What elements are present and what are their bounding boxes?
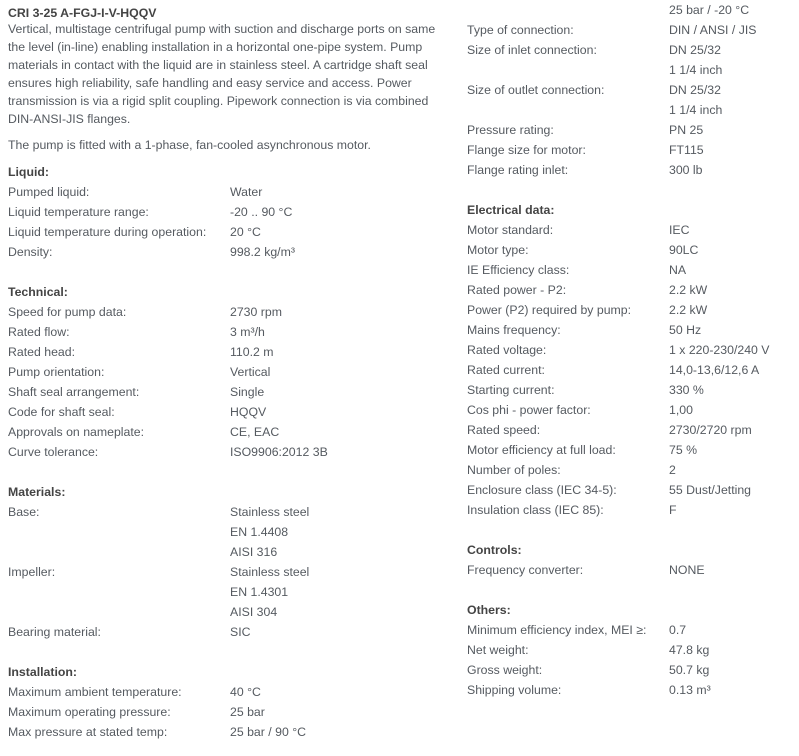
spec-value: PN 25 — [669, 123, 704, 137]
spec-label — [467, 100, 669, 120]
spec-row — [467, 300, 797, 320]
spec-value: FT115 — [669, 143, 704, 157]
spec-label: Flange size for motor: — [467, 143, 586, 157]
spacer — [467, 180, 797, 200]
spec-value: 1 x 220-230/240 V — [669, 343, 770, 357]
spec-label: IE Efficiency class: — [467, 263, 570, 277]
spec-row — [467, 140, 797, 160]
spacer — [8, 642, 453, 662]
spec-value: EN 1.4408 — [230, 525, 289, 539]
spec-value: 300 lb — [669, 163, 703, 177]
spec-value: 47.8 kg — [669, 643, 710, 657]
spec-value: F — [669, 503, 677, 517]
spec-label: Size of inlet connection: — [467, 43, 597, 57]
section-heading-electrical: Electrical data: — [467, 203, 555, 217]
spec-row — [467, 460, 797, 480]
spec-label: Curve tolerance: — [8, 445, 99, 459]
spec-value: DN 25/32 — [669, 83, 721, 97]
spec-label: Power (P2) required by pump: — [467, 303, 632, 317]
spec-row — [8, 422, 453, 442]
spec-row — [8, 522, 453, 542]
spec-row — [8, 442, 453, 462]
spec-row — [467, 420, 797, 440]
spec-row — [467, 660, 797, 680]
spacer — [467, 520, 797, 540]
spec-value: Stainless steel — [230, 505, 310, 519]
installation-table — [8, 682, 453, 742]
spec-value: 2.2 kW — [669, 303, 708, 317]
spec-value: 2.2 kW — [669, 283, 708, 297]
spec-row — [467, 640, 797, 660]
spec-label: Maximum ambient temperature: — [8, 685, 182, 699]
spec-row — [8, 682, 453, 702]
spec-label: Enclosure class (IEC 34-5): — [467, 483, 617, 497]
spec-label: Gross weight: — [467, 663, 543, 677]
spec-value: DIN / ANSI / JIS — [669, 23, 757, 37]
spec-row — [467, 360, 797, 380]
spec-label: Net weight: — [467, 643, 529, 657]
spec-value: -20 .. 90 °C — [230, 205, 293, 219]
spec-label: Motor type: — [467, 243, 529, 257]
spec-label — [8, 522, 230, 542]
spec-row — [8, 542, 453, 562]
spec-value: Vertical — [230, 365, 271, 379]
section-heading-technical: Technical: — [8, 285, 68, 299]
spec-row — [8, 302, 453, 322]
spec-value: 50 Hz — [669, 323, 702, 337]
spec-label: Rated voltage: — [467, 343, 547, 357]
liquid-table — [8, 182, 453, 262]
spec-label — [8, 542, 230, 562]
spec-label: Density: — [8, 245, 53, 259]
spec-label: Shipping volume: — [467, 683, 562, 697]
spec-label: Pressure rating: — [467, 123, 554, 137]
spec-value: 25 bar / 90 °C — [230, 725, 307, 739]
controls-table — [467, 560, 797, 580]
spec-row — [467, 480, 797, 500]
spec-label: Pumped liquid: — [8, 185, 90, 199]
spec-value: 110.2 m — [230, 345, 274, 359]
spec-label: Flange rating inlet: — [467, 163, 569, 177]
spec-value: 1,00 — [669, 403, 693, 417]
spacer — [467, 580, 797, 600]
spec-label: Rated power - P2: — [467, 283, 567, 297]
spec-value: 1 1/4 inch — [669, 103, 723, 117]
spec-row — [467, 620, 797, 640]
product-description: Vertical, multistage centrifugal pump with suction and discharge ports on same the level (in-line) enabling installation in a horizontal one-pipe system. Pump materials in contact with the liquid are in stainless steel. A cartridge shaft seal ensures high reliability, safe handling and easy service and access. Power transmission is via a rigid split coupling. Pipework connection is via combined DIN-ANSI-JIS flanges. — [8, 22, 436, 126]
spec-row — [467, 0, 797, 20]
spec-value: 90LC — [669, 243, 699, 257]
spec-row — [467, 120, 797, 140]
spacer — [8, 262, 453, 282]
spec-label: Frequency converter: — [467, 563, 584, 577]
spec-label: Rated current: — [467, 363, 545, 377]
spec-value: SIC — [230, 625, 251, 639]
spec-value: 2730 rpm — [230, 305, 282, 319]
left-column — [8, 0, 453, 742]
spec-label: Shaft seal arrangement: — [8, 385, 140, 399]
spec-value: 2730/2720 rpm — [669, 423, 752, 437]
spec-value: Stainless steel — [230, 565, 310, 579]
spec-label: Number of poles: — [467, 463, 561, 477]
spec-value: Single — [230, 385, 265, 399]
spec-row — [8, 222, 453, 242]
spec-row — [8, 182, 453, 202]
spec-value: 50.7 kg — [669, 663, 710, 677]
section-heading-installation: Installation: — [8, 665, 78, 679]
others-table — [467, 620, 797, 700]
spec-value: 40 °C — [230, 685, 261, 699]
technical-table — [8, 302, 453, 462]
spec-value: 20 °C — [230, 225, 261, 239]
spec-row — [467, 560, 797, 580]
spec-row — [467, 440, 797, 460]
spec-row — [467, 280, 797, 300]
section-heading-materials: Materials: — [8, 485, 66, 499]
section-heading-controls: Controls: — [467, 543, 522, 557]
spec-label: Rated flow: — [8, 325, 70, 339]
spec-label: Max pressure at stated temp: — [8, 725, 168, 739]
spec-label: Code for shaft seal: — [8, 405, 115, 419]
spec-value: AISI 304 — [230, 605, 278, 619]
spec-value: CE, EAC — [230, 425, 280, 439]
spec-row — [467, 320, 797, 340]
spec-row — [467, 20, 797, 40]
electrical-table — [467, 220, 797, 520]
spec-label: Starting current: — [467, 383, 555, 397]
spec-label: Speed for pump data: — [8, 305, 127, 319]
spec-value: 0.7 — [669, 623, 687, 637]
spec-row — [467, 160, 797, 180]
spec-value: EN 1.4301 — [230, 585, 289, 599]
spec-value: ISO9906:2012 3B — [230, 445, 328, 459]
spec-row — [467, 220, 797, 240]
spec-value: 1 1/4 inch — [669, 63, 723, 77]
spec-value: 25 bar / -20 °C — [669, 3, 750, 17]
spec-row — [8, 322, 453, 342]
spec-row — [467, 80, 797, 100]
spec-label: Base: — [8, 505, 40, 519]
spec-label: Maximum operating pressure: — [8, 705, 171, 719]
spec-label: Motor standard: — [467, 223, 554, 237]
spec-label: Impeller: — [8, 565, 56, 579]
spec-label: Approvals on nameplate: — [8, 425, 145, 439]
spec-value: 2 — [669, 463, 676, 477]
spec-row — [467, 260, 797, 280]
spacer — [8, 462, 453, 482]
spec-value: NA — [669, 263, 687, 277]
right-column — [467, 0, 797, 700]
spec-value: 3 m³/h — [230, 325, 265, 339]
spec-row — [467, 100, 797, 120]
motor-note: The pump is fitted with a 1-phase, fan-cooled asynchronous motor. — [8, 138, 371, 152]
spec-label: Liquid temperature range: — [8, 205, 149, 219]
section-heading-liquid: Liquid: — [8, 165, 49, 179]
spec-label: Cos phi - power factor: — [467, 403, 591, 417]
spec-row — [467, 60, 797, 80]
spec-row — [8, 242, 453, 262]
spec-row — [467, 400, 797, 420]
spec-label: Type of connection: — [467, 23, 574, 37]
spec-value: AISI 316 — [230, 545, 278, 559]
spec-label: Rated speed: — [467, 423, 541, 437]
section-heading-others: Others: — [467, 603, 511, 617]
spec-row — [8, 602, 453, 622]
spec-row — [8, 382, 453, 402]
spec-value: 0.13 m³ — [669, 683, 711, 697]
spec-row — [467, 340, 797, 360]
spec-row — [467, 380, 797, 400]
spec-row — [467, 500, 797, 520]
materials-table — [8, 502, 453, 642]
product-title: CRI 3-25 A-FGJ-I-V-HQQV — [8, 6, 157, 20]
spec-value: HQQV — [230, 405, 267, 419]
spec-label: Motor efficiency at full load: — [467, 443, 616, 457]
spec-label — [467, 60, 669, 80]
spec-row — [467, 240, 797, 260]
spec-value: 25 bar — [230, 705, 265, 719]
spec-row — [8, 722, 453, 742]
spec-row — [8, 502, 453, 522]
spec-row — [8, 562, 453, 582]
spec-label: Minimum efficiency index, MEI ≥: — [467, 623, 647, 637]
spec-label: Bearing material: — [8, 625, 101, 639]
spec-label: Liquid temperature during operation: — [8, 225, 207, 239]
spec-label — [467, 0, 669, 20]
spec-label: Insulation class (IEC 85): — [467, 503, 604, 517]
spec-row — [8, 342, 453, 362]
spec-label: Mains frequency: — [467, 323, 561, 337]
spec-row — [467, 40, 797, 60]
spec-value: 14,0-13,6/12,6 A — [669, 363, 760, 377]
spec-row — [467, 680, 797, 700]
spec-row — [8, 402, 453, 422]
spec-value: 330 % — [669, 383, 704, 397]
spec-value: Water — [230, 185, 263, 199]
spec-row — [8, 362, 453, 382]
spec-label — [8, 582, 230, 602]
spec-value: 55 Dust/Jetting — [669, 483, 752, 497]
spec-row — [8, 582, 453, 602]
spec-label: Rated head: — [8, 345, 76, 359]
spec-value: NONE — [669, 563, 705, 577]
spec-row — [8, 622, 453, 642]
spec-label — [8, 602, 230, 622]
spec-value: IEC — [669, 223, 690, 237]
spec-row — [8, 202, 453, 222]
installation-continued-table — [467, 0, 797, 180]
spec-value: 998.2 kg/m³ — [230, 245, 295, 259]
spec-value: 75 % — [669, 443, 698, 457]
spec-label: Size of outlet connection: — [467, 83, 605, 97]
spec-row — [8, 702, 453, 722]
spec-value: DN 25/32 — [669, 43, 721, 57]
spec-label: Pump orientation: — [8, 365, 105, 379]
